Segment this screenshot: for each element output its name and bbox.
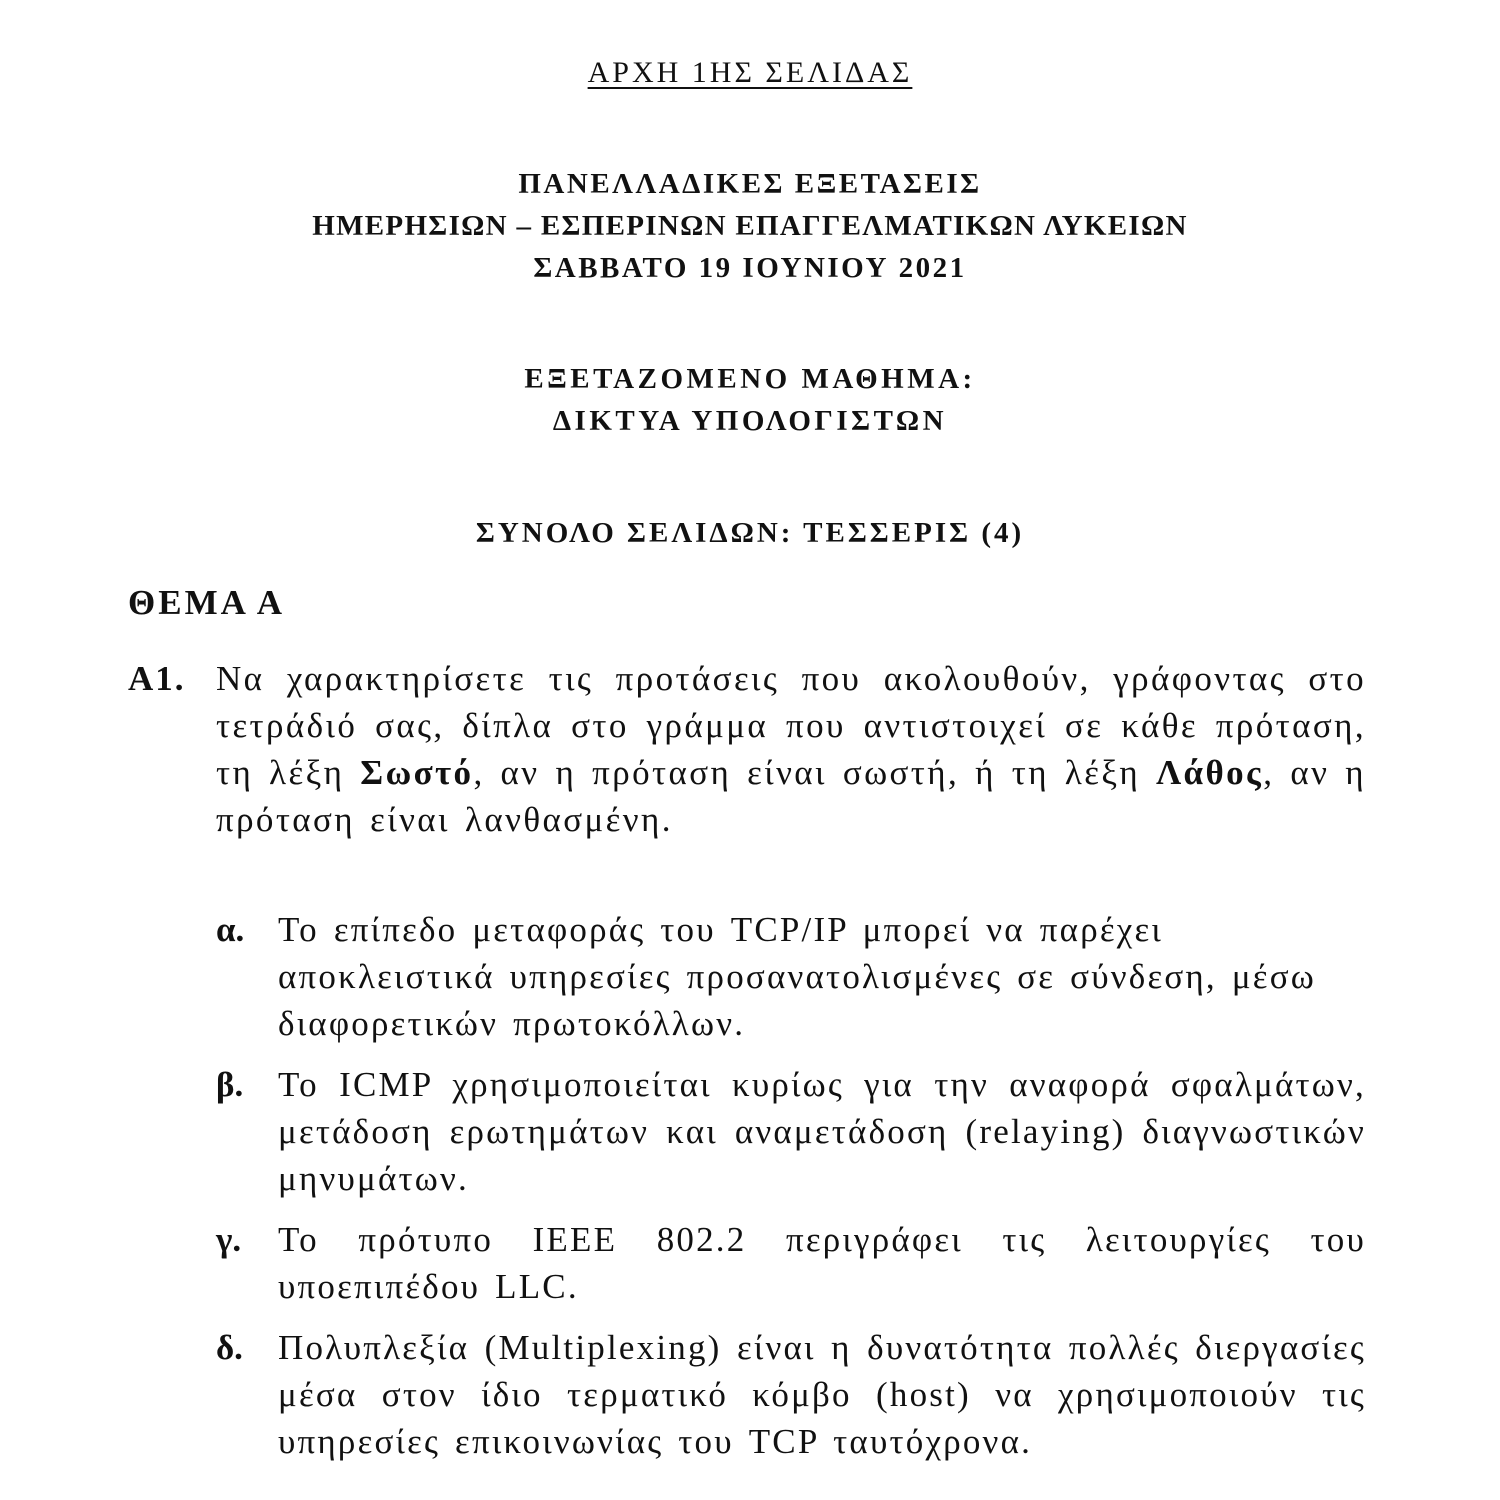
subject-label: ΕΞΕΤΑΖΟΜΕΝΟ ΜΑΘΗΜΑ: (524, 363, 976, 395)
item-label: γ. (216, 1220, 242, 1259)
page-count: ΣΥΝΟΛΟ ΣΕΛΙΔΩΝ: ΤΕΣΣΕΡΙΣ (4) (475, 517, 1025, 549)
subject-name: ΔΙΚΤΥΑ ΥΠΟΛΟΓΙΣΤΩΝ (552, 405, 948, 437)
item-text: Το ICMP χρησιμοποιείται κυρίως για την αναφορά σφαλμάτων, μετάδοση ερωτημάτων και αναμετάδοση (relaying) διαγνωστικών μηνυμάτων. (278, 1065, 1366, 1198)
statement-list (216, 906, 1366, 1479)
question-bold-correct: Σωστό (360, 753, 474, 792)
question-label: Α1. (128, 659, 186, 698)
page-start-text: ΑΡΧΗ 1ΗΣ ΣΕΛΙΔΑΣ (587, 56, 913, 89)
question-text (216, 655, 1366, 843)
page-start-marker (0, 56, 1500, 90)
exam-subject (0, 358, 1500, 442)
list-item (216, 1061, 1366, 1202)
exam-header-line2: ΗΜΕΡΗΣΙΩΝ – ΕΣΠΕΡΙΝΩΝ ΕΠΑΓΓΕΛΜΑΤΙΚΩΝ ΛΥΚΕΙΩΝ (312, 210, 1188, 242)
theme-title: ΘΕΜΑ Α (128, 583, 286, 622)
item-label: δ. (216, 1328, 243, 1367)
list-item (216, 1216, 1366, 1310)
exam-header (0, 163, 1500, 289)
exam-header-date: ΣΑΒΒΑΤΟ 19 ΙΟΥΝΙΟΥ 2021 (533, 252, 967, 284)
item-text: Το πρότυπο IEEE 802.2 περιγράφει τις λειτουργίες του υποεπιπέδου LLC. (278, 1220, 1366, 1306)
question-bold-wrong: Λάθος (1156, 753, 1264, 792)
question-text-part2: , αν η πρόταση είναι σωστή, ή τη λέξη (473, 753, 1157, 792)
list-item (216, 1324, 1366, 1465)
item-label: β. (216, 1065, 244, 1104)
question-a1 (128, 655, 1366, 843)
item-label: α. (216, 910, 245, 949)
exam-header-line1: ΠΑΝΕΛΛΑΔΙΚΕΣ ΕΞΕΤΑΣΕΙΣ (518, 168, 982, 200)
item-text: Πολυπλεξία (Multiplexing) είναι η δυνατότητα πολλές διεργασίες μέσα στον ίδιο τερματικό κόμβο (host) να χρησιμοποιούν τις υπηρεσίες επικοινωνίας του TCP ταυτόχρονα. (278, 1328, 1366, 1461)
list-item (216, 906, 1366, 1047)
question-text-part1: Να χαρακτηρίσετε τις προτάσεις που ακολουθούν, γράφοντας στο τετράδιό σας, δίπλα στο γράμμα που αντιστοιχεί σε κάθε πρόταση, τη λέξη (216, 659, 1366, 792)
item-text: Το επίπεδο μεταφοράς του TCP/IP μπορεί να παρέχει αποκλειστικά υπηρεσίες προσανατολισμένες σε σύνδεση, μέσω διαφορετικών πρωτοκόλλων. (278, 910, 1317, 1043)
question-text-part3: , αν η πρόταση είναι λανθασμένη. (216, 753, 1366, 839)
